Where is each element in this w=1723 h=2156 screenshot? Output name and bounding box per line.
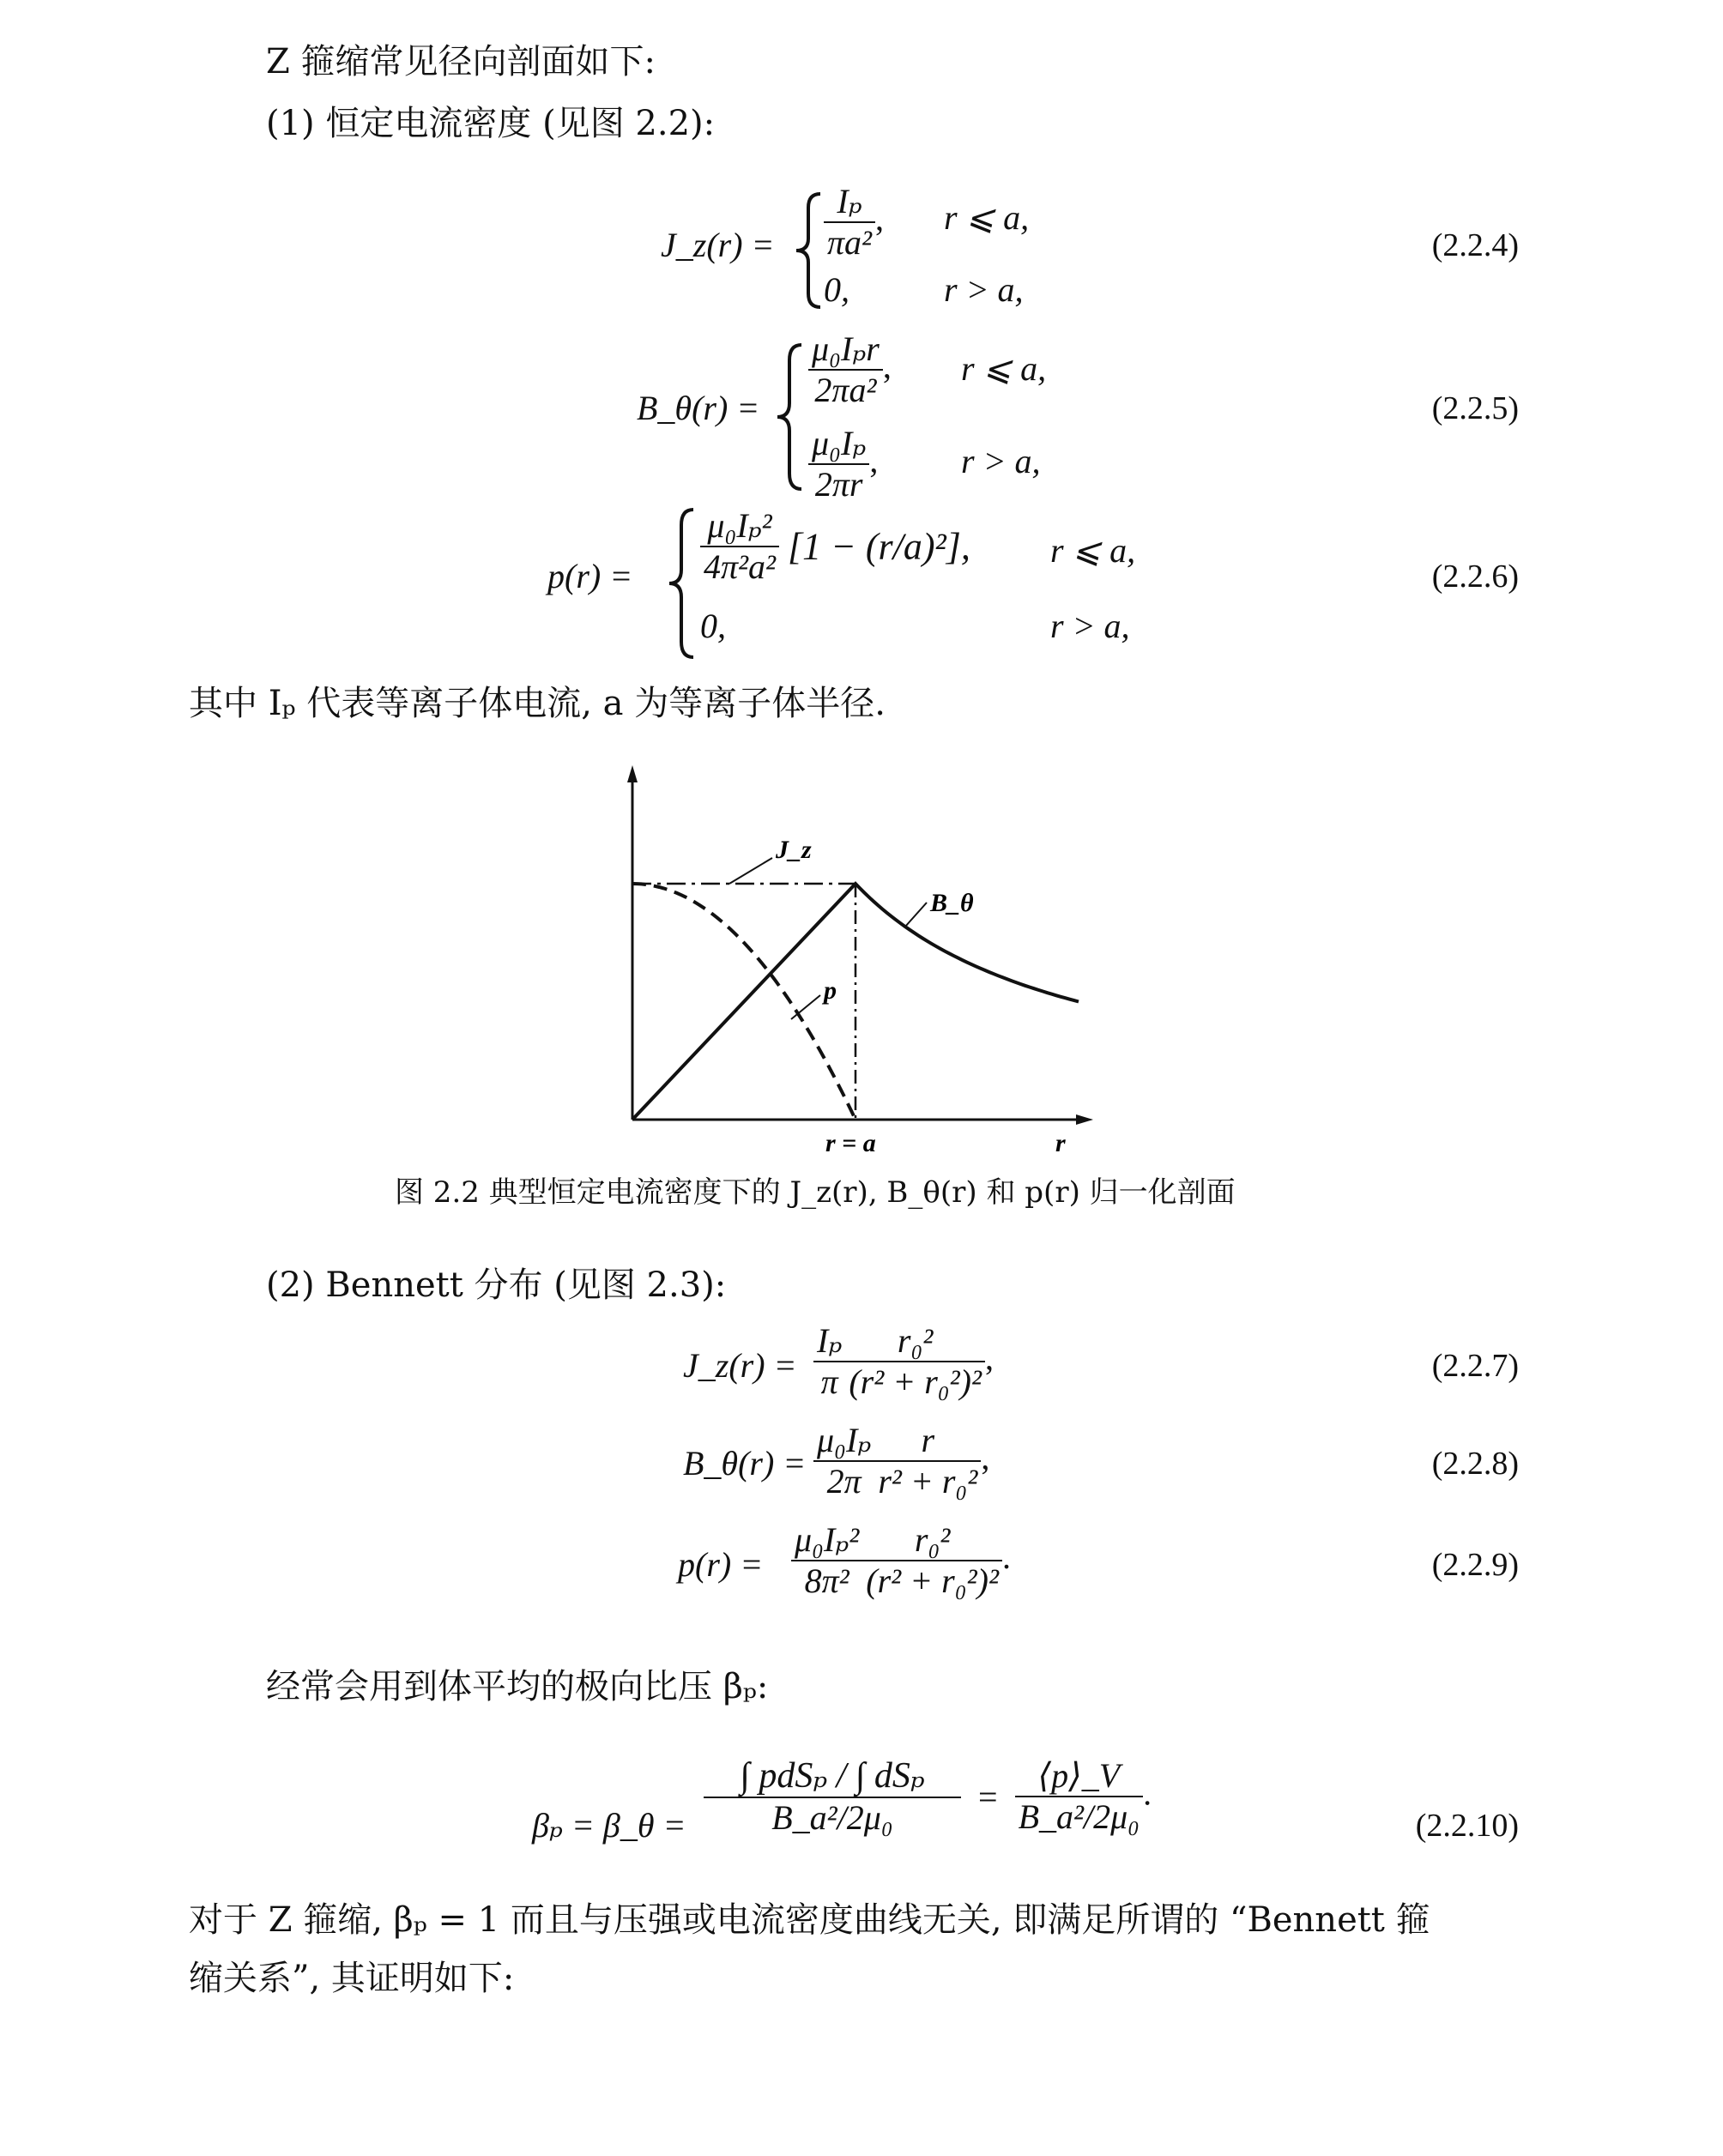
eq227-lhs: J_z(r) = xyxy=(683,1346,797,1385)
eq224-brace xyxy=(791,190,825,311)
label-p: p xyxy=(824,976,837,1005)
eq225-brace xyxy=(772,341,807,492)
eq2210-frac1: $\frac{\text{∫ pdSₚ / ∫ dSₚ}}{\text{B\_a²/2μ₀}}$ xyxy=(704,1755,961,1838)
eq226-number: (2.2.6) xyxy=(1431,559,1519,595)
where-text: 其中 Iₚ 代表等离子体电流, a 为等离子体半径. xyxy=(189,684,886,723)
figure-caption: 图 2.2 典型恒定电流密度下的 J_z(r), B_θ(r) 和 p(r) 归一化剖面 xyxy=(395,1175,1236,1210)
eq227-frac1: $\frac{\text{Iₚ}}{\pi}$ xyxy=(813,1321,845,1402)
eq225-case2-frac: $\frac{\text{μ₀Iₚ}}{2\pi r}$ xyxy=(808,424,869,504)
eq226-case2-cond: r > a, xyxy=(1050,607,1130,645)
eq2210-lhs: βₚ = β_θ = xyxy=(532,1806,686,1845)
eq224-case1-frac: $\frac{\text{Iₚ}}{\text{πa²}}$ xyxy=(824,182,875,263)
eq225-case1-frac: $\frac{\text{μ₀Iₚr}}{\text{2πa²}}$ xyxy=(808,329,883,410)
eq229-number: (2.2.9) xyxy=(1431,1547,1519,1583)
intro-z-profiles: Z 箍缩常见径向剖面如下: xyxy=(266,42,656,82)
eq225-lhs: B_θ(r) = xyxy=(637,389,760,427)
eq228-frac2: $\frac{r}{\text{r² + r₀²}}$ xyxy=(874,1421,981,1501)
y-axis-arrow xyxy=(627,765,638,782)
p-leader-line xyxy=(791,995,820,1019)
eq224-case2-cond: r > a, xyxy=(944,270,1024,309)
eq226-lhs: p(r) = xyxy=(547,557,633,595)
page: Z 箍缩常见径向剖面如下: (1) 恒定电流密度 (见图 2.2): J_z(r) = $\frac{\text{Iₚ}}{\text{πa²}}$ , r ⩽ a, 0, r > a, (2.2.4) B_θ(r) = $\frac{\text{μ₀Iₚr}}{\text{2πa²}}$ , r ⩽ a, $\frac{\text{μ₀Iₚ}}{2\pi r}$ , r > a, (2.2.5) p(r) = $\frac{\text{μ₀Iₚ²}}{\text{4π²a²}}$ [1 − (r/a)²], r ⩽ a, 0, r > a, (2.2.6) 其中 Iₚ 代表等离子体电流, a 为等离子体半径. J_z B_θ p r = a r 图 2.2 典型恒定电流密度下的 J_z(r), B_θ(r) 和 p(r) 归一化剖面 (2) Bennett 分布 (见图 2.3): J_z(r) = $\frac{\text{Iₚ}}{\pi}$ $\frac{\text{r₀²}}{\text{(r² + r₀²)²}}$ , (2.2.7) B_θ(r) = $\frac{\text{μ₀Iₚ}}{2\pi}$ $\frac{r}{\text{r² + r₀²}}$ , (2.2.8) p(r) = $\frac{\text{μ₀Iₚ²}}{\text{8π²}}$ $\frac{\text{r₀²}}{\text{(r² + r₀²)²}}$ . (2.2.9) 经常会用到体平均的极向比压 βₚ: βₚ = β_θ = $\frac{\text{∫ pdSₚ / ∫ dSₚ}}{\text{B\_a²/2μ₀}}$ = $\frac{⟨p⟩\_V}{\text{B\_a²/2μ₀}}$ . (2.2.10) 对于 Z 箍缩, βₚ = 1 而且与压强或电流密度曲线无关, 即满足所谓的 “Bennett 箍 缩关系”, 其证明如下: xyxy=(189,42,1519,1998)
eq228-number: (2.2.8) xyxy=(1431,1446,1519,1482)
case2-label: (2) Bennett 分布 (见图 2.3): xyxy=(266,1265,727,1305)
jz-leader-line xyxy=(729,858,772,884)
eq224-case2-expr: 0, xyxy=(824,270,849,309)
bennett-paragraph-line1: 对于 Z 箍缩, βₚ = 1 而且与压强或电流密度曲线无关, 即满足所谓的 “Bennett 箍 xyxy=(189,1900,1430,1940)
label-jz: J_z xyxy=(776,836,812,864)
eq224-lhs: J_z(r) = xyxy=(661,226,775,264)
eq229-frac2: $\frac{\text{r₀²}}{\text{(r² + r₀²)²}}$ xyxy=(862,1520,1002,1601)
eq229-frac1: $\frac{\text{μ₀Iₚ²}}{\text{8π²}}$ xyxy=(791,1520,862,1601)
label-r-equals-a: r = a xyxy=(825,1129,876,1157)
eq227-frac2: $\frac{\text{r₀²}}{\text{(r² + r₀²)²}}$ xyxy=(845,1321,985,1402)
eq228-frac1: $\frac{\text{μ₀Iₚ}}{2\pi}$ xyxy=(813,1421,874,1501)
eq226-case1-bracket: [1 − (r/a)²], xyxy=(788,525,970,568)
eq225-case2-cond: r > a, xyxy=(961,442,1041,480)
figure-2-2 xyxy=(601,764,1115,1167)
eq228-lhs: B_θ(r) = xyxy=(683,1444,807,1483)
eq226-case2-expr: 0, xyxy=(700,607,726,645)
x-axis-arrow xyxy=(1076,1114,1093,1125)
bennett-paragraph-line2: 缩关系”, 其证明如下: xyxy=(189,1959,515,1998)
eq225-number: (2.2.5) xyxy=(1431,390,1519,426)
eq2210-frac2: $\frac{⟨p⟩\_V}{\text{B\_a²/2μ₀}}$ xyxy=(1015,1756,1144,1837)
eq2210-number: (2.2.10) xyxy=(1415,1808,1519,1844)
eq224-case1-cond: r ⩽ a, xyxy=(944,198,1030,237)
eq224-number: (2.2.4) xyxy=(1431,227,1519,263)
eq226-case1-frac: $\frac{\text{μ₀Iₚ²}}{\text{4π²a²}}$ xyxy=(700,506,779,587)
btheta-leader-line xyxy=(905,903,927,927)
beta-intro: 经常会用到体平均的极向比压 βₚ: xyxy=(266,1667,769,1706)
eq226-brace xyxy=(664,506,698,661)
eq227-number: (2.2.7) xyxy=(1431,1348,1519,1384)
eq226-case1-cond: r ⩽ a, xyxy=(1050,531,1136,570)
eq229-lhs: p(r) = xyxy=(678,1545,764,1584)
label-btheta: B_θ xyxy=(930,889,974,917)
case1-label: (1) 恒定电流密度 (见图 2.2): xyxy=(266,104,716,143)
label-r-axis: r xyxy=(1055,1129,1066,1157)
eq225-case1-cond: r ⩽ a, xyxy=(961,349,1047,388)
eq2210-mid: = xyxy=(978,1777,998,1816)
